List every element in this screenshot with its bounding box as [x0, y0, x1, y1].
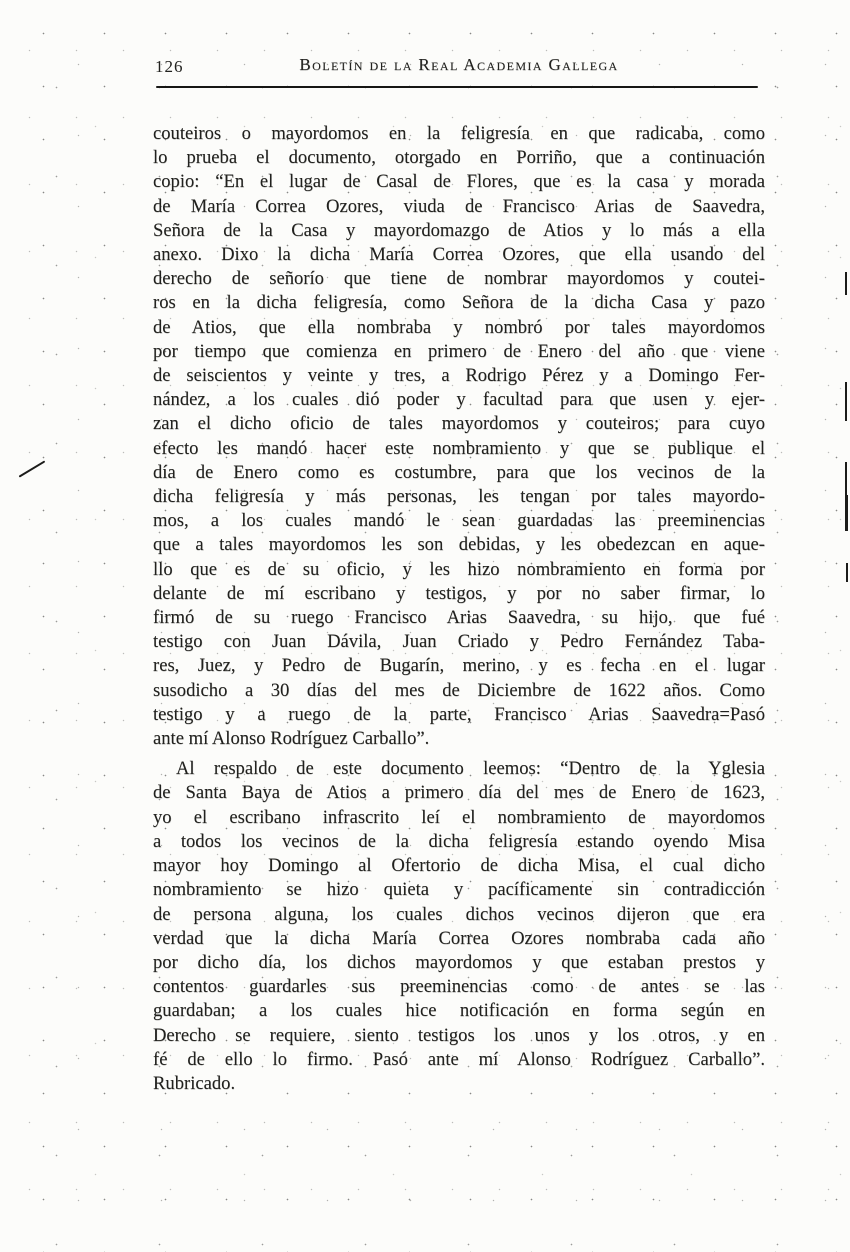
text-line: mos, a los cuales mandó le sean guardadas las preeminencias — [153, 510, 765, 532]
text-line: por tiempo que comienza en primero de Enero del año que viene — [153, 340, 765, 362]
text-line: zan el dicho oficio de tales mayordomos y couteiros; para cuyo — [153, 413, 765, 435]
text-line: res, Juez, y Pedro de Bugarín, merino, y es fecha en el lugar — [153, 655, 765, 677]
text-line: anexo. Dixo la dicha María Correa Ozores, que ella usando del — [153, 244, 765, 266]
text-line: verdad que la dicha María Correa Ozores nombraba cada año — [153, 927, 765, 949]
pen-mark-diagonal — [19, 460, 46, 477]
text-line: ros en la dicha feligresía, como Señora de la dicha Casa y pazo — [153, 292, 765, 314]
text-line: dicha feligresía y más personas, les tengan por tales mayordo- — [153, 486, 765, 508]
running-header — [153, 55, 765, 79]
text-line: yo el escribano infrascrito leí el nombramiento de mayordomos — [153, 806, 765, 828]
page-number: 126 — [155, 57, 184, 76]
text-line: a todos los vecinos de la dicha feligresía estando oyendo Misa — [153, 830, 765, 852]
margin-mark-4 — [845, 495, 848, 531]
text-line: contentos guardarles sus preeminencias como de antes se las — [153, 976, 765, 998]
page-body-text — [153, 122, 765, 1096]
text-line: Al respaldo de este documento leemos: “Dentro de la Yglesia — [176, 758, 765, 780]
text-line: couteiros o mayordomos en la feligresía en que radicaba, como — [153, 123, 765, 144]
text-line: fé de ello lo firmo. Pasó ante mí Alonso Rodríguez Carballo”. — [153, 1048, 765, 1070]
text-line: de Atios, que ella nombraba y nombró por tales mayordomos — [153, 316, 765, 338]
text-line: susodicho a 30 días del mes de Diciembre de 1622 años. Como — [153, 679, 765, 701]
text-line: de seiscientos y veinte y tres, a Rodrigo Pérez y a Domingo Fer- — [153, 365, 765, 387]
text-line: nombramiento se hizo quieta y pacíficamente sin contradicción — [153, 879, 765, 901]
text-line: de persona alguna, los cuales dichos vecinos dijeron que era — [153, 903, 765, 925]
text-line: de Santa Baya de Atios a primero día del mes de Enero de 1623, — [153, 782, 765, 804]
text-line: por dicho día, los dichos mayordomos y que estaban prestos y — [153, 951, 765, 973]
text-line: efecto les mandó hacer este nombramiento y que se publique el — [153, 437, 765, 459]
text-line: testigo y a ruego de la parte, Francisco Arias Saavedra=Pasó — [153, 703, 765, 725]
paragraph — [153, 122, 765, 751]
margin-mark-5 — [846, 563, 848, 582]
header-rule — [156, 86, 758, 88]
paragraph — [153, 757, 765, 1096]
text-line: de María Correa Ozores, viuda de Francisco Arias de Saavedra, — [153, 195, 765, 217]
text-line: Rubricado. — [153, 1072, 236, 1094]
text-line: testigo con Juan Dávila, Juan Criado y Pedro Fernández Taba- — [153, 631, 765, 653]
margin-mark-3 — [845, 462, 847, 496]
journal-title: Boletín de la Real Academia Gallega — [299, 55, 619, 74]
text-column — [153, 0, 765, 1252]
margin-mark-1 — [845, 272, 847, 295]
text-line: firmó de su ruego Francisco Arias Saavedra, su hijo, que fué — [153, 607, 765, 629]
text-line: mayor hoy Domingo al Ofertorio de dicha Misa, el cual dicho — [153, 855, 765, 877]
text-line: que a tales mayordomos les son debidas, y les obedezcan en aque- — [153, 534, 765, 556]
text-line: guardaban; a los cuales hice notificación en forma según en — [153, 1000, 765, 1022]
text-line: nández, a los cuales dió poder y facultad para que usen y ejer- — [153, 389, 765, 411]
text-line: Señora de la Casa y mayordomazgo de Atios y lo más a ella — [153, 219, 765, 241]
text-line: copio: “En el lugar de Casal de Flores, que es la casa y morada — [153, 171, 765, 193]
text-line: Derecho se requiere, siento testigos los unos y los otros, y en — [153, 1024, 765, 1046]
text-line: día de Enero como es costumbre, para que los vecinos de la — [153, 461, 765, 483]
text-line: ante mí Alonso Rodríguez Carballo”. — [153, 728, 430, 750]
text-line: lo prueba el documento, otorgado en Porriño, que a continuación — [153, 147, 765, 169]
text-line: llo que es de su oficio, y les hizo nombramiento en forma por — [153, 558, 765, 580]
text-line: derecho de señorío que tiene de nombrar mayordomos y coutei- — [153, 268, 765, 290]
margin-mark-2 — [845, 382, 847, 421]
text-line: delante de mí escribano y testigos, y por no saber firmar, lo — [153, 582, 765, 604]
